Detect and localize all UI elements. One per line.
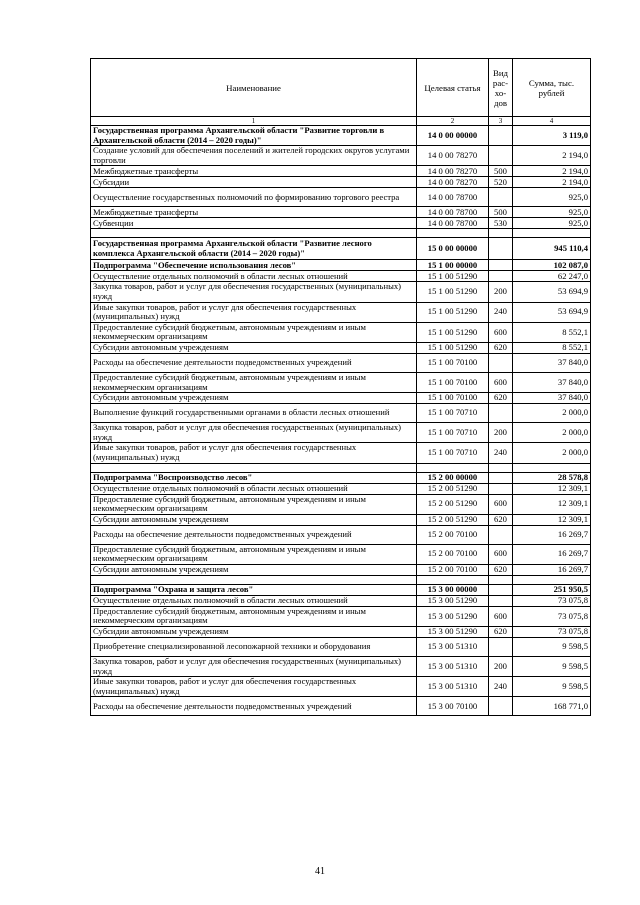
- table-header-row: [91, 59, 591, 117]
- table-row: [91, 494, 591, 514]
- table-row: [91, 443, 591, 463]
- row-name: Государственная программа Архангельской области "Развитие лесного комплекса Архангельской области (2014 – 2020 годы)": [91, 238, 417, 260]
- row-sum: 16 269,7: [513, 564, 591, 575]
- col-number: 1: [91, 117, 417, 126]
- row-type: 200: [489, 282, 513, 302]
- row-type: 620: [489, 514, 513, 525]
- row-type: 240: [489, 302, 513, 322]
- row-sum: 168 771,0: [513, 697, 591, 716]
- row-sum: 2 000,0: [513, 423, 591, 443]
- row-type: 200: [489, 423, 513, 443]
- row-type: [489, 697, 513, 716]
- row-code: 15 2 00 51290: [417, 494, 489, 514]
- row-code: 15 3 00 51310: [417, 677, 489, 697]
- table-row: [91, 657, 591, 677]
- row-sum: 12 309,1: [513, 514, 591, 525]
- row-code: 14 0 00 78700: [417, 218, 489, 229]
- row-code: 15 1 00 51290: [417, 282, 489, 302]
- table-row: [91, 595, 591, 606]
- row-code: 15 3 00 00000: [417, 584, 489, 595]
- row-type: [489, 238, 513, 260]
- table-row: [91, 423, 591, 443]
- row-name: Субсидии: [91, 177, 417, 188]
- spacer-row: [91, 229, 591, 238]
- row-sum: 53 694,9: [513, 282, 591, 302]
- row-sum: 73 075,8: [513, 627, 591, 638]
- row-name: Создание условий для обеспечения поселений и жителей городских округов услугами торговли: [91, 146, 417, 166]
- table-row: [91, 146, 591, 166]
- row-name: Иные закупки товаров, работ и услуг для обеспечения государственных (муниципальных) нужд: [91, 443, 417, 463]
- row-sum: 37 840,0: [513, 372, 591, 392]
- row-type: 200: [489, 657, 513, 677]
- table-row: [91, 606, 591, 626]
- table-row: [91, 525, 591, 544]
- row-name: Субсидии автономным учреждениям: [91, 393, 417, 404]
- budget-table: [90, 58, 591, 716]
- table-row: [91, 404, 591, 423]
- table-row: [91, 218, 591, 229]
- row-name: Иные закупки товаров, работ и услуг для обеспечения государственных (муниципальных) нужд: [91, 302, 417, 322]
- row-sum: 925,0: [513, 207, 591, 218]
- row-type: 240: [489, 677, 513, 697]
- row-sum: 53 694,9: [513, 302, 591, 322]
- row-code: 15 1 00 70100: [417, 372, 489, 392]
- row-sum: 3 119,0: [513, 126, 591, 146]
- table-row: [91, 188, 591, 207]
- row-code: 15 1 00 51290: [417, 302, 489, 322]
- row-name: Предоставление субсидий бюджетным, автономным учреждениям и иным некоммерческим организациям: [91, 606, 417, 626]
- empty-cell: [513, 463, 591, 472]
- row-code: 15 3 00 51290: [417, 627, 489, 638]
- table-row: [91, 207, 591, 218]
- row-sum: 8 552,1: [513, 342, 591, 353]
- table-row: [91, 564, 591, 575]
- row-name: Осуществление отдельных полномочий в области лесных отношений: [91, 271, 417, 282]
- row-code: 14 0 00 78700: [417, 188, 489, 207]
- table-row: [91, 260, 591, 271]
- row-type: [489, 126, 513, 146]
- row-sum: 16 269,7: [513, 525, 591, 544]
- row-sum: 9 598,5: [513, 638, 591, 657]
- table-row: [91, 627, 591, 638]
- row-name: Межбюджетные трансферты: [91, 166, 417, 177]
- row-code: 15 2 00 00000: [417, 472, 489, 483]
- row-sum: 2 194,0: [513, 146, 591, 166]
- row-type: 620: [489, 564, 513, 575]
- row-code: 15 3 00 51290: [417, 595, 489, 606]
- header-sum: Сумма, тыс. рублей: [513, 59, 591, 117]
- row-type: [489, 584, 513, 595]
- empty-cell: [91, 229, 417, 238]
- row-sum: 9 598,5: [513, 677, 591, 697]
- empty-cell: [417, 575, 489, 584]
- table-row: [91, 238, 591, 260]
- row-code: 15 2 00 70100: [417, 525, 489, 544]
- row-type: 620: [489, 342, 513, 353]
- row-type: 500: [489, 207, 513, 218]
- row-name: Осуществление государственных полномочий по формированию торгового реестра: [91, 188, 417, 207]
- row-name: Субсидии автономным учреждениям: [91, 342, 417, 353]
- empty-cell: [417, 229, 489, 238]
- row-code: 15 1 00 70710: [417, 423, 489, 443]
- row-type: [489, 353, 513, 372]
- page-number: 41: [315, 866, 325, 877]
- header-type: Вид рас- хо- дов: [489, 59, 513, 117]
- table-row: [91, 342, 591, 353]
- row-type: 240: [489, 443, 513, 463]
- row-code: 14 0 00 78270: [417, 177, 489, 188]
- row-sum: 12 309,1: [513, 494, 591, 514]
- row-code: 15 1 00 00000: [417, 260, 489, 271]
- row-code: 15 2 00 51290: [417, 514, 489, 525]
- empty-cell: [417, 463, 489, 472]
- row-sum: 9 598,5: [513, 657, 591, 677]
- table-row: [91, 584, 591, 595]
- row-name: Расходы на обеспечение деятельности подведомственных учреждений: [91, 525, 417, 544]
- table-row: [91, 638, 591, 657]
- empty-cell: [513, 575, 591, 584]
- table-row: [91, 126, 591, 146]
- row-type: [489, 595, 513, 606]
- table-row: [91, 177, 591, 188]
- row-type: [489, 483, 513, 494]
- row-sum: 2 194,0: [513, 177, 591, 188]
- table-row: [91, 677, 591, 697]
- row-sum: 2 000,0: [513, 443, 591, 463]
- empty-cell: [489, 575, 513, 584]
- row-type: 600: [489, 322, 513, 342]
- row-type: 600: [489, 494, 513, 514]
- row-name: Подпрограмма "Охрана и защита лесов": [91, 584, 417, 595]
- row-code: 15 1 00 51290: [417, 322, 489, 342]
- spacer-row: [91, 463, 591, 472]
- header-name: Наименование: [91, 59, 417, 117]
- row-name: Закупка товаров, работ и услуг для обеспечения государственных (муниципальных) нужд: [91, 423, 417, 443]
- row-type: [489, 404, 513, 423]
- row-code: 15 2 00 70100: [417, 564, 489, 575]
- row-name: Иные закупки товаров, работ и услуг для обеспечения государственных (муниципальных) нужд: [91, 677, 417, 697]
- row-name: Предоставление субсидий бюджетным, автономным учреждениям и иным некоммерческим организациям: [91, 544, 417, 564]
- row-name: Выполнение функций государственными органами в области лесных отношений: [91, 404, 417, 423]
- row-type: 600: [489, 372, 513, 392]
- row-type: 620: [489, 627, 513, 638]
- table-row: [91, 393, 591, 404]
- header-code: Целевая статья: [417, 59, 489, 117]
- row-type: [489, 146, 513, 166]
- table-row: [91, 483, 591, 494]
- row-code: 14 0 00 78270: [417, 166, 489, 177]
- spacer-row: [91, 575, 591, 584]
- empty-cell: [91, 463, 417, 472]
- row-code: 14 0 00 78270: [417, 146, 489, 166]
- row-type: 520: [489, 177, 513, 188]
- row-sum: 62 247,0: [513, 271, 591, 282]
- row-sum: 251 950,5: [513, 584, 591, 595]
- row-name: Государственная программа Архангельской области "Развитие торговли в Архангельской области (2014 – 2020 годы)": [91, 126, 417, 146]
- row-sum: 925,0: [513, 218, 591, 229]
- row-name: Предоставление субсидий бюджетным, автономным учреждениям и иным некоммерческим организациям: [91, 494, 417, 514]
- row-name: Подпрограмма "Воспроизводство лесов": [91, 472, 417, 483]
- row-type: 620: [489, 393, 513, 404]
- table-row: [91, 302, 591, 322]
- row-name: Подпрограмма "Обеспечение использования лесов": [91, 260, 417, 271]
- row-code: 15 0 00 00000: [417, 238, 489, 260]
- row-sum: 73 075,8: [513, 606, 591, 626]
- row-type: [489, 260, 513, 271]
- table-row: [91, 271, 591, 282]
- row-type: [489, 638, 513, 657]
- row-code: 15 1 00 70100: [417, 353, 489, 372]
- row-code: 14 0 00 00000: [417, 126, 489, 146]
- row-name: Приобретение специализированной лесопожарной техники и оборудования: [91, 638, 417, 657]
- row-name: Предоставление субсидий бюджетным, автономным учреждениям и иным некоммерческим организациям: [91, 372, 417, 392]
- col-number: 4: [513, 117, 591, 126]
- table-row: [91, 372, 591, 392]
- row-sum: 8 552,1: [513, 322, 591, 342]
- row-code: 15 2 00 51290: [417, 483, 489, 494]
- row-code: 15 1 00 51290: [417, 342, 489, 353]
- row-type: [489, 188, 513, 207]
- row-code: 15 1 00 70710: [417, 404, 489, 423]
- row-sum: 37 840,0: [513, 393, 591, 404]
- row-sum: 12 309,1: [513, 483, 591, 494]
- row-name: Закупка товаров, работ и услуг для обеспечения государственных (муниципальных) нужд: [91, 282, 417, 302]
- row-name: Предоставление субсидий бюджетным, автономным учреждениям и иным некоммерческим организациям: [91, 322, 417, 342]
- row-code: 15 3 00 51310: [417, 657, 489, 677]
- row-code: 14 0 00 78700: [417, 207, 489, 218]
- empty-cell: [489, 229, 513, 238]
- table-row: [91, 697, 591, 716]
- row-sum: 925,0: [513, 188, 591, 207]
- row-type: 600: [489, 544, 513, 564]
- row-name: Осуществление отдельных полномочий в области лесных отношений: [91, 483, 417, 494]
- empty-cell: [91, 575, 417, 584]
- row-name: Субсидии автономным учреждениям: [91, 627, 417, 638]
- empty-cell: [489, 463, 513, 472]
- row-code: 15 3 00 51290: [417, 606, 489, 626]
- table-row: [91, 282, 591, 302]
- row-name: Расходы на обеспечение деятельности подведомственных учреждений: [91, 697, 417, 716]
- empty-cell: [513, 229, 591, 238]
- row-sum: 28 578,8: [513, 472, 591, 483]
- table-row: [91, 472, 591, 483]
- row-type: 600: [489, 606, 513, 626]
- table-row: [91, 353, 591, 372]
- row-code: 15 3 00 70100: [417, 697, 489, 716]
- row-sum: 2 194,0: [513, 166, 591, 177]
- row-sum: 945 110,4: [513, 238, 591, 260]
- row-name: Межбюджетные трансферты: [91, 207, 417, 218]
- row-code: 15 3 00 51310: [417, 638, 489, 657]
- row-type: [489, 472, 513, 483]
- row-name: Осуществление отдельных полномочий в области лесных отношений: [91, 595, 417, 606]
- row-code: 15 1 00 70100: [417, 393, 489, 404]
- row-name: Субсидии автономным учреждениям: [91, 514, 417, 525]
- table-row: [91, 514, 591, 525]
- row-name: Субсидии автономным учреждениям: [91, 564, 417, 575]
- row-name: Расходы на обеспечение деятельности подведомственных учреждений: [91, 353, 417, 372]
- row-sum: 2 000,0: [513, 404, 591, 423]
- table-row: [91, 322, 591, 342]
- table-row: [91, 544, 591, 564]
- row-sum: 16 269,7: [513, 544, 591, 564]
- row-type: [489, 525, 513, 544]
- row-code: 15 1 00 51290: [417, 271, 489, 282]
- row-sum: 37 840,0: [513, 353, 591, 372]
- col-number: 3: [489, 117, 513, 126]
- row-type: 530: [489, 218, 513, 229]
- row-type: [489, 271, 513, 282]
- col-number: 2: [417, 117, 489, 126]
- row-code: 15 1 00 70710: [417, 443, 489, 463]
- row-type: 500: [489, 166, 513, 177]
- row-sum: 73 075,8: [513, 595, 591, 606]
- row-name: Субвенции: [91, 218, 417, 229]
- row-sum: 102 087,0: [513, 260, 591, 271]
- row-code: 15 2 00 70100: [417, 544, 489, 564]
- table-row: [91, 166, 591, 177]
- row-name: Закупка товаров, работ и услуг для обеспечения государственных (муниципальных) нужд: [91, 657, 417, 677]
